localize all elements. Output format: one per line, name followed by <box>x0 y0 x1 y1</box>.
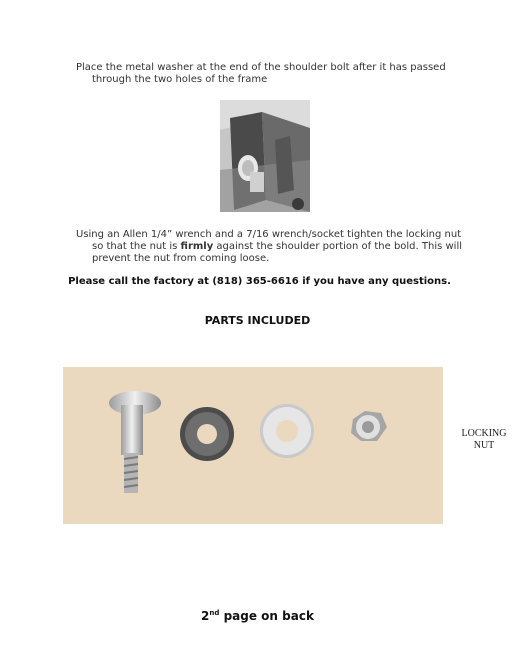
contact-notice: Please call the factory at (818) 365-6616 if you have any questions. <box>68 276 451 287</box>
footer-text: page on back <box>219 609 314 623</box>
tighten-instruction <box>76 229 476 265</box>
parts-heading: PARTS INCLUDED <box>204 314 311 327</box>
metal-washer <box>260 404 314 458</box>
locking-nut-label-line1: LOCKING <box>461 428 507 439</box>
footer-note <box>0 609 515 623</box>
frame-assembly-photo <box>220 100 310 212</box>
tighten-line2-text-a: so that the nut is <box>92 241 181 252</box>
washer-instruction <box>76 62 476 86</box>
frame-assembly-illustration <box>220 100 310 212</box>
dark-washer <box>180 407 234 461</box>
footer-superscript: nd <box>209 609 220 617</box>
footer-number: 2 <box>201 609 210 623</box>
locking-nut-label <box>452 428 515 452</box>
locking-nut-label-line2: NUT <box>473 440 495 451</box>
tighten-instruction-line1: Using an Allen 1/4” wrench and a 7/16 wrench/socket tighten the locking nut <box>76 229 462 240</box>
tighten-line2-text-b: against the shoulder portion of the bold. This will <box>213 241 463 252</box>
emphasis-firmly: firmly <box>180 241 214 252</box>
washer-instruction-line2: through the two holes of the frame <box>92 74 268 85</box>
parts-illustration <box>63 367 443 524</box>
parts-photo <box>63 367 443 524</box>
tighten-instruction-line3: prevent the nut from coming loose. <box>92 253 270 264</box>
washer-instruction-line1: Place the metal washer at the end of the shoulder bolt after it has passed <box>76 62 446 73</box>
tighten-instruction-line2 <box>76 241 476 253</box>
